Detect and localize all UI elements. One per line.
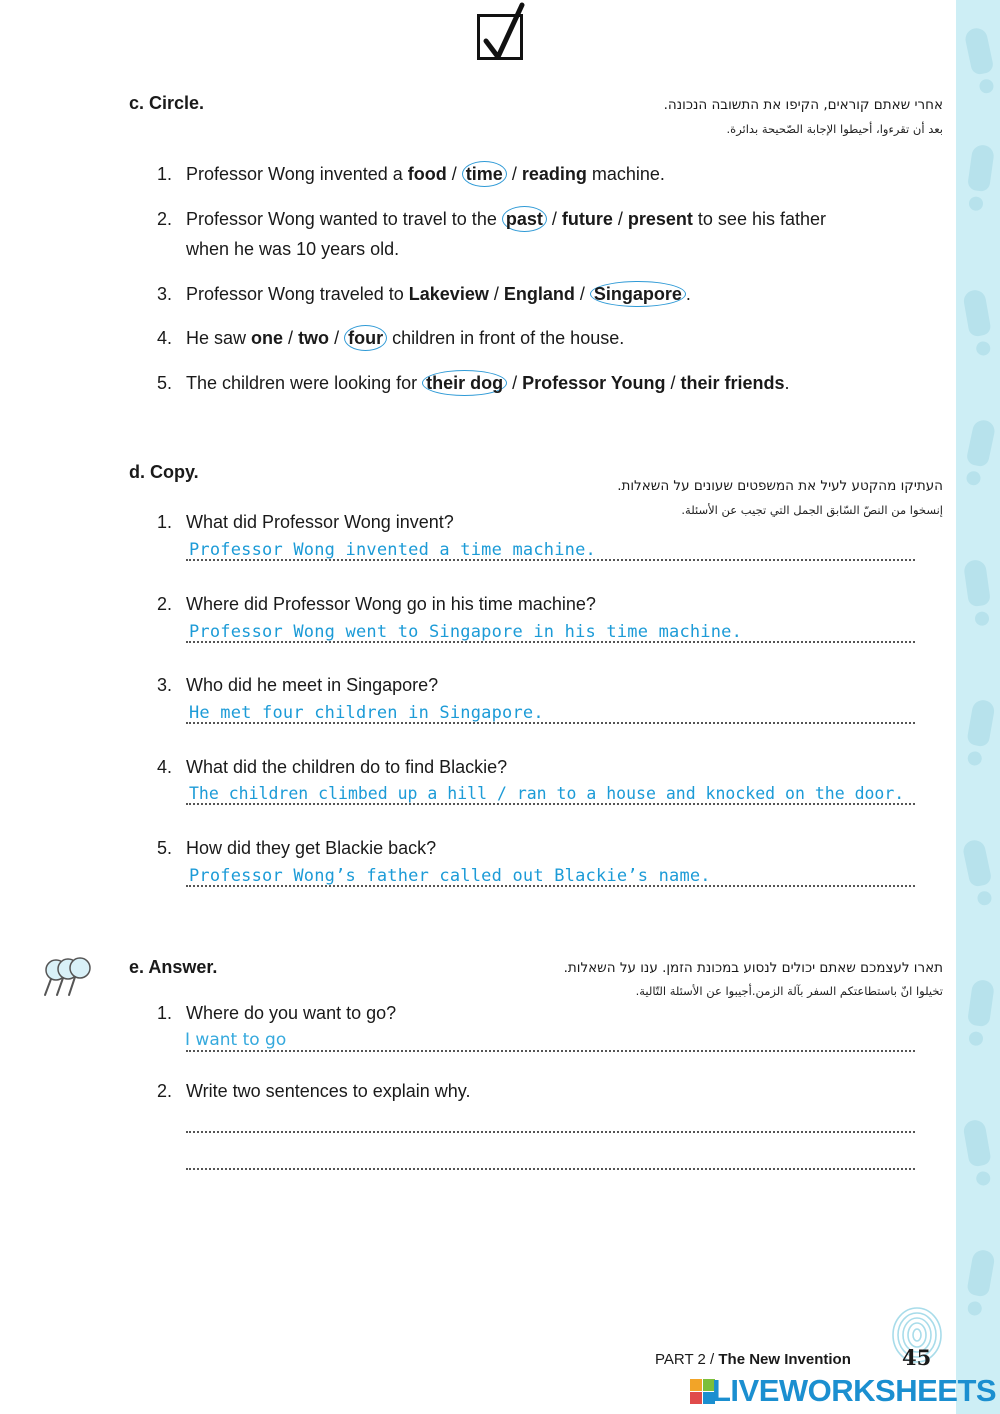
item-number: 3. xyxy=(157,675,173,695)
circle-item-continuation: when he was 10 years old. xyxy=(186,239,400,259)
item-number: 1. xyxy=(157,164,173,184)
magnifying-glasses-icon xyxy=(42,954,96,1000)
question-text: Who did he meet in Singapore? xyxy=(186,675,439,695)
option-one[interactable]: one xyxy=(251,328,284,348)
decorative-side-strip xyxy=(956,0,1000,1414)
section-c-instruction-arabic: بعد أن تقرءوا، أحيطوا الإجابة الصّحيحة بدائرة. xyxy=(726,122,943,136)
footer-unit-title: The New Invention xyxy=(718,1351,851,1368)
answer-field[interactable]: I want to go xyxy=(185,1030,287,1050)
footprint-icon xyxy=(963,26,994,76)
section-e-title: e. Answer. xyxy=(129,957,218,977)
option-their-friends[interactable]: their friends xyxy=(680,373,785,393)
item-number: 3. xyxy=(157,284,173,304)
answer-field[interactable]: Professor Wong invented a time machine. xyxy=(189,540,596,560)
question-text: What did the children do to find Blackie? xyxy=(186,757,508,777)
option-food[interactable]: food xyxy=(407,164,447,184)
footprint-icon xyxy=(966,1248,996,1297)
circle-item: The children were looking for their dog / Professor Young / their friends. xyxy=(186,368,790,398)
answer-line[interactable] xyxy=(186,1131,915,1133)
question-text: What did Professor Wong invent? xyxy=(186,512,454,532)
answer-line xyxy=(186,885,915,887)
liveworksheets-brand-text: LIVEWORKSHEETS xyxy=(712,1373,997,1408)
circle-item: Professor Wong wanted to travel to the past / future / present to see his father xyxy=(186,204,826,234)
item-number: 2. xyxy=(157,594,173,614)
footprint-icon xyxy=(961,838,992,888)
footprint-icon xyxy=(967,979,995,1028)
circle-item: Professor Wong traveled to Lakeview / England / Singapore . xyxy=(186,279,691,309)
footprint-icon xyxy=(962,1118,992,1167)
question-text: Where did Professor Wong go in his time machine? xyxy=(186,594,596,614)
item-number: 4. xyxy=(157,757,173,777)
answer-line xyxy=(186,641,915,643)
option-professor-young[interactable]: Professor Young xyxy=(522,373,666,393)
footprint-icon xyxy=(963,559,991,608)
question-text: Where do you want to go? xyxy=(186,1003,397,1023)
answer-line xyxy=(186,722,915,724)
footprint-icon xyxy=(966,698,996,747)
question-text: How did they get Blackie back? xyxy=(186,838,437,858)
option-four-circled[interactable]: four xyxy=(344,325,387,351)
option-england[interactable]: England xyxy=(503,284,575,304)
circle-item: He saw one / two / four children in front of the house. xyxy=(186,323,624,353)
section-d-instruction-arabic: إنسخوا من النصّ السّابق الجمل التي تجيب عن الأسئلة. xyxy=(681,503,943,517)
answer-line xyxy=(186,803,915,805)
item-number: 5. xyxy=(157,373,173,393)
answer-line[interactable] xyxy=(186,1168,915,1170)
section-e-instruction-hebrew: תארו לעצמכם שאתם יכולים לנסוע במכונת הזמן. ענו על השאלות. xyxy=(563,960,943,976)
circle-item: Professor Wong invented a food / time / reading machine. xyxy=(186,159,665,189)
option-present[interactable]: present xyxy=(627,209,693,229)
answer-line xyxy=(186,1050,915,1052)
footprint-icon xyxy=(965,418,996,468)
section-e-instruction-arabic: تخيلوا انّ باستطاعتكم السفر بآلة الزمن.أجيبوا عن الأسئلة التّالية. xyxy=(635,984,943,998)
item-number: 2. xyxy=(157,1081,173,1101)
item-number: 2. xyxy=(157,209,173,229)
item-number: 5. xyxy=(157,838,173,858)
option-two[interactable]: two xyxy=(298,328,330,348)
question-text: Write two sentences to explain why. xyxy=(186,1081,471,1101)
footprint-icon xyxy=(962,288,992,337)
answer-field[interactable]: The children climbed up a hill / ran to a house and knocked on the door. xyxy=(189,784,905,803)
item-number: 1. xyxy=(157,1003,173,1023)
page-number: 45 xyxy=(902,1345,932,1370)
answer-field[interactable]: Professor Wong’s father called out Blackie’s name. xyxy=(189,866,711,886)
checkmark-box-icon xyxy=(477,14,523,60)
section-c-instruction-hebrew: אחרי שאתם קוראים, הקיפו את התשובה הנכונה. xyxy=(663,97,943,113)
answer-field[interactable]: Professor Wong went to Singapore in his time machine. xyxy=(189,622,743,642)
option-singapore-circled[interactable]: Singapore xyxy=(590,281,686,307)
footer-part-label: PART 2 / The New Invention xyxy=(655,1351,851,1368)
answer-field[interactable]: He met four children in Singapore. xyxy=(189,703,544,723)
option-reading[interactable]: reading xyxy=(521,164,587,184)
option-time-circled[interactable]: time xyxy=(462,161,507,187)
item-number: 4. xyxy=(157,328,173,348)
section-c-title: c. Circle. xyxy=(129,93,205,113)
option-their-dog-circled[interactable]: their dog xyxy=(422,370,507,396)
item-number: 1. xyxy=(157,512,173,532)
section-d-title: d. Copy. xyxy=(129,462,199,482)
option-lakeview[interactable]: Lakeview xyxy=(408,284,489,304)
option-future[interactable]: future xyxy=(561,209,613,229)
option-past-circled[interactable]: past xyxy=(502,206,547,232)
footprint-icon xyxy=(967,144,995,193)
section-d-instruction-hebrew: העתיקו מהקטע לעיל את המשפטים שעונים על השאלות. xyxy=(617,478,943,494)
answer-line xyxy=(186,559,915,561)
